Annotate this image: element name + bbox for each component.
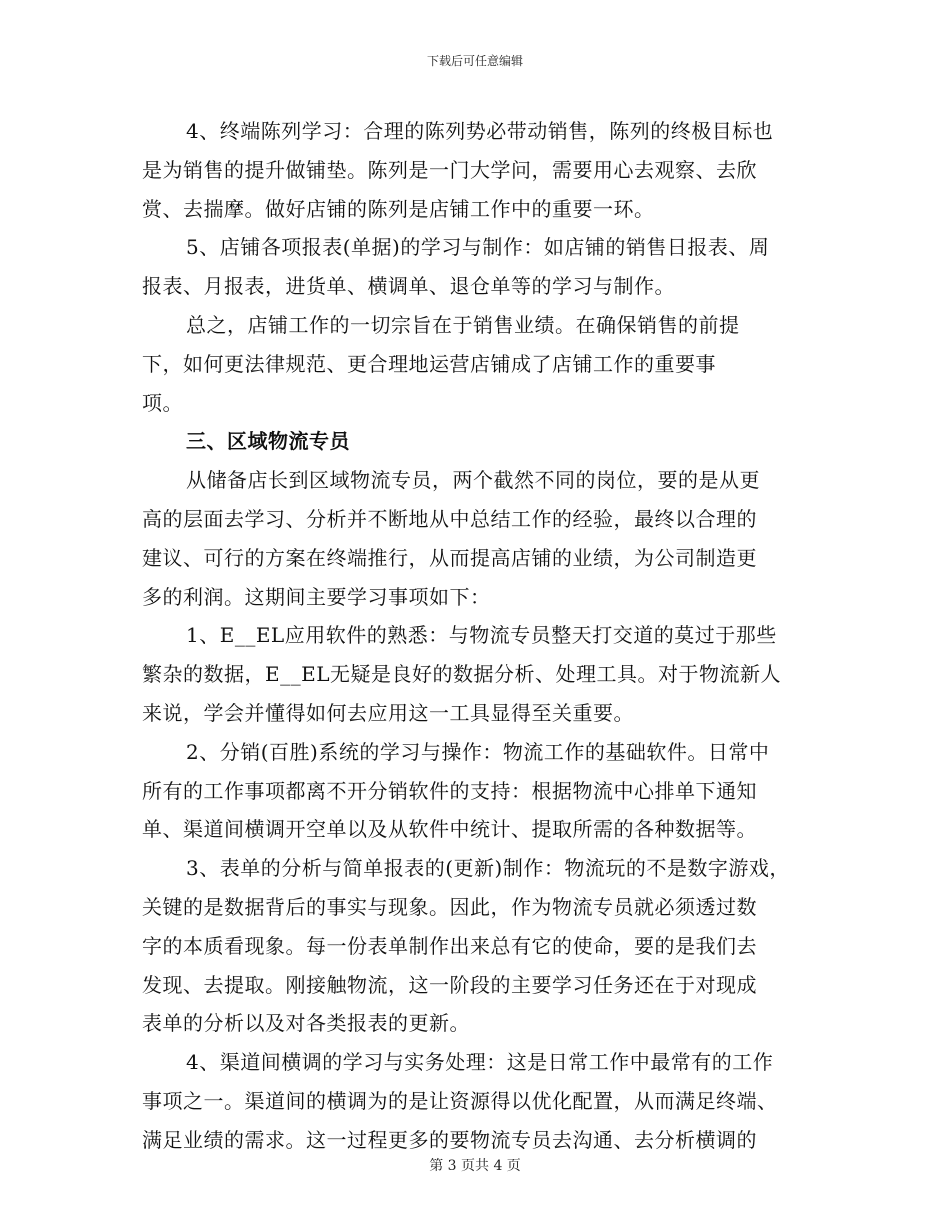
paragraph-form-analysis: 3、表单的分析与简单报表的(更新)制作：物流玩的不是数字游戏， 关键的是数据背后的事实与现象。因此，作为物流专员就必须透过数 字的本质看现象。每一份表单制作出来总有它的使命，要的是我们去 发现、去提取。刚接触物流，这一阶段的主要学习任务还在于对现成 表单的分析以及对各类报表的更新。 — [142, 856, 790, 1036]
page-footer: 第 3 页共 4 页 — [429, 1158, 521, 1174]
paragraph-summary: 总之，店铺工作的一切宗旨在于销售业绩。在确保销售的前提 下，如何更法律规范、更合理地运营店铺成了店铺工作的重要事 项。 — [142, 312, 740, 415]
document-body — [142, 112, 818, 1160]
page-header: 下载后可任意编辑 — [426, 54, 523, 68]
paragraph-display-learning: 4、终端陈列学习：合理的陈列势必带动销售，陈列的终极目标也 是为销售的提升做铺垫。陈列是一门大学问，需要用心去观察、去欣 赏、去揣摩。做好店铺的陈列是店铺工作中的重要一环。 — [142, 119, 774, 221]
paragraph-distribution-system: 2、分销(百胜)系统的学习与操作：物流工作的基础软件。日常中 所有的工作事项都离不开分销软件的支持：根据物流中心排单下通知 单、渠道间横调开空单以及从软件中统计、提取所需的各种数据等。 — [142, 739, 770, 842]
paragraph-logistics-intro: 从储备店长到区域物流专员，两个截然不同的岗位，要的是从更 高的层面去学习、分析并不断地从中总结工作的经验，最终以合理的 建议、可行的方案在终端推行，从而提高店铺的业绩，为公司制造更 多的利润。这期间主要学习事项如下： — [142, 468, 760, 609]
paragraph-store-reports: 5、店铺各项报表(单据)的学习与制作：如店铺的销售日报表、周 报表、月报表，进货单、横调单、退仓单等的学习与制作。 — [142, 235, 770, 299]
paragraph-excel: 1、E__EL应用软件的熟悉：与物流专员整天打交道的莫过于那些 繁杂的数据，E__EL无疑是良好的数据分析、处理工具。对于物流新人 来说，学会并懂得如何去应用这一工具显得至关重要。 — [142, 623, 781, 725]
section-heading: 三、区域物流专员 — [186, 429, 350, 454]
paragraph-channel-transfer: 4、渠道间横调的学习与实务处理：这是日常工作中最常有的工作 事项之一。渠道间的横调为的是让资源得以优化配置，从而满足终端、 满足业绩的需求。这一过程更多的要物流专员去沟通、去分析横调的 — [142, 1050, 778, 1152]
